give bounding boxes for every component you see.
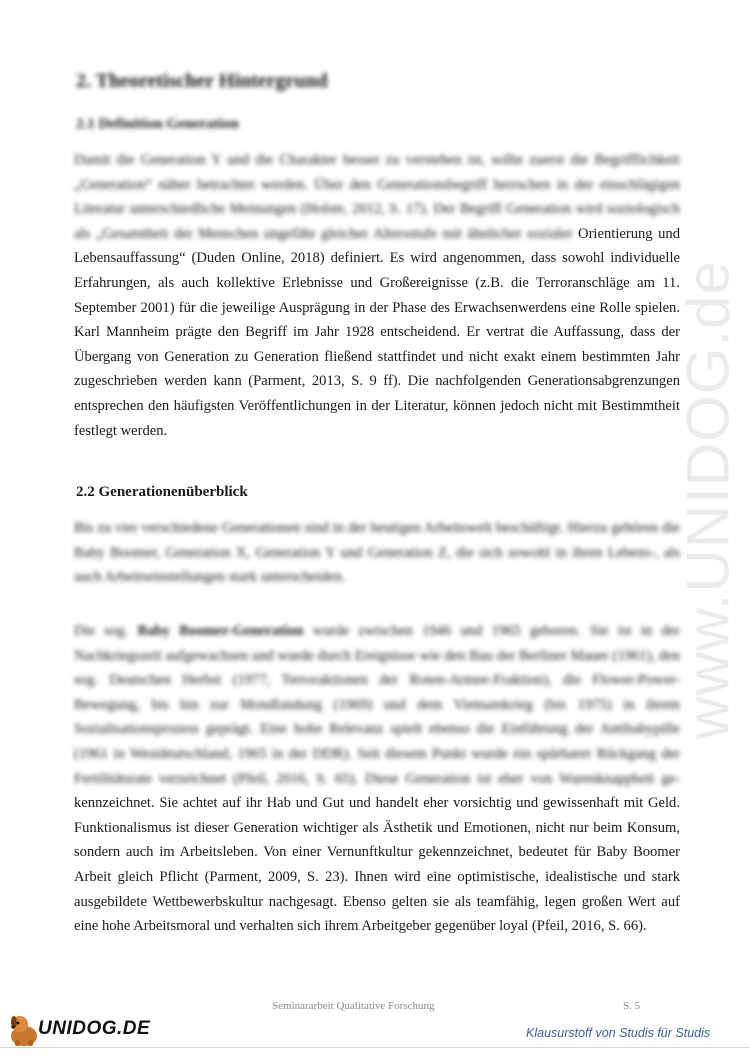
footer-divider — [0, 1047, 750, 1048]
footer-title: Seminararbeit Qualitative Forschung — [272, 1000, 435, 1012]
page-number: S. 5 — [623, 1000, 641, 1012]
definition-text-blurred: Damit die Generation Y und die Charakter besser zu verstehen ist, sollte zuerst die Begrifflichkeit „Generation“ näher betrachtet werden. Über den Generationsbegriff herrschen in der einschlägigen Literatur unterschiedliche Meinungen (Holste, 2012, S. 17). Der Begriff Generation wird soziologisch als „Gesamtheit der Menschen ungefähr gleicher Altersstufe mit ähnlicher sozialer — [74, 152, 680, 242]
definition-text: Orientierung und Lebensauffassung“ (Duden Online, 2018) definiert. Es wird angenommen, dass sowohl individuelle Erfahrungen, als auch kollektive Erlebnisse und Großereignisse (z.B. die Terroranschläge am 11. September 2001) für die jeweilige Ausprägung in der Phase des Erwachsenwerdens eine Rolle spielen. Karl Mannheim prägte den Begriff im Jahr 1928 entscheidend. Er vertrat die Auffassung, dass der Übergang von Generation zu Generation fließend stattfindet und nicht exakt einem bestimmten Jahr zugeschrieben werden kann (Parment, 2013, S. 9 ff). Die nachfolgenden Generationsabgrenzungen entsprechen den häufigsten Veröffentlichungen in der Literatur, können jedoch nicht mit Bestimmtheit festlegt werden. — [74, 225, 680, 439]
baby-boomer-text: kennzeichnet. Sie achtet auf ihr Hab und Gut und handelt eher vorsichtig und gewissenhaft mit Geld. Funktionalismus ist dieser Generation wichtiger als Ästhetik und Emotionen, nicht nur beim Konsum, sondern auch im Arbeitsleben. Von einer Vernunftkultur gekennzeichnet, bedeutet für Baby Boomer Arbeit gleich Pflicht (Parment, 2009, S. 23). Ihnen wird eine optimistische, idealistische und stark ausgebildete Wettbewerbskultur nachgesagt. Ebenso gelten sie als teamfähig, legen großen Wert auf eine hohe Arbeitsmoral und verhalten sich ihrem Arbeitgeber gegenüber loyal (Pfeil, 2016, S. 66). — [74, 795, 680, 935]
section-heading-definition: 2.1 Definition Generation — [76, 116, 239, 132]
overview-paragraph: Bis zu vier verschiedene Generationen sind in der heutigen Arbeitswelt beschäftigt. Hierzu gehören die Baby Boomer, Generation X, Generation Y und Generation Z, die sich sowohl in ihren Lebens-, als auch Arbeitseinstellungen stark unterscheiden. — [74, 520, 680, 586]
baby-boomer-paragraph — [74, 619, 680, 939]
watermark-text: www.UNIDOG.de — [674, 260, 742, 740]
baby-boomer-intro: Die sog. — [74, 623, 129, 639]
baby-boomer-term: Baby Boomer-Generation — [137, 623, 304, 639]
baby-boomer-text-blurred: wurde zwischen 1946 und 1965 geboren. Sie ist in der Nachkriegszeit aufgewachsen und wurde durch Ereignisse wie den Bau der Berliner Mauer (1961), den sog. Deutschen Herbst (1977, Terroraktionen der Roten-Armee-Fraktion), die Flower-Power-Bewegung, bis hin zur Mondlandung (1969) und dem Vietnamkrieg (bis 1975) in ihrem Sozialisationsprozess geprägt. Eine hohe Relevanz spielt ebenso die Einführung der Antibabypille (1961 in Westdeutschland, 1965 in der DDR). Seit diesem Punkt wurde ein spürbarer Rückgang der Fertilitätsrate verzeichnet (Pfeil, 2016, S. 65). Diese Generation ist eher von Warenknappheit ge- — [74, 623, 680, 787]
section-heading-overview: 2.2 Generationenüberblick — [76, 484, 248, 500]
main-heading: 2. Theoretischer Hintergrund — [76, 70, 328, 92]
definition-paragraph — [74, 148, 680, 443]
logo-text: UNIDOG.DE — [38, 1018, 151, 1039]
brand-slogan: Klausurstoff von Studis für Studis — [526, 1026, 711, 1040]
watermark — [668, 240, 748, 760]
unidog-logo — [4, 1010, 154, 1050]
